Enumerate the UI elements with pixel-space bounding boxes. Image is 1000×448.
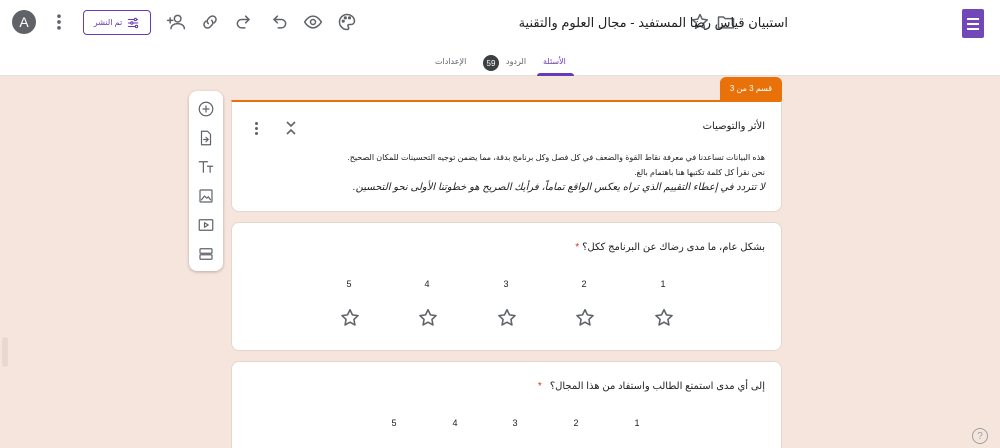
scale-label: 2 <box>573 418 579 428</box>
scale-label: 1 <box>634 418 640 428</box>
question-text: بشكل عام، ما مدى رضاك عن البرنامج ككل؟ <box>582 242 765 253</box>
section-header-card[interactable] <box>231 100 782 212</box>
required-asterisk: * <box>537 381 542 392</box>
published-button[interactable] <box>83 10 151 35</box>
more-vert-icon[interactable] <box>250 120 262 136</box>
form-title[interactable]: استبيان قياس رضا المستفيد - مجال العلوم والتقنية <box>518 15 788 30</box>
section-description[interactable] <box>325 150 765 195</box>
star-rating-icon[interactable] <box>496 307 518 329</box>
add-collaborator-icon[interactable] <box>164 10 188 34</box>
scale-label: 3 <box>512 418 518 428</box>
question-title[interactable] <box>575 242 765 253</box>
section-title[interactable]: الأثر والتوصيات <box>702 121 765 132</box>
star-rating-icon[interactable] <box>653 307 675 329</box>
active-tab-indicator <box>537 73 574 76</box>
scale-label: 5 <box>346 279 352 289</box>
undo-icon[interactable] <box>267 10 291 34</box>
import-questions-icon[interactable] <box>196 128 216 148</box>
add-question-icon[interactable] <box>196 99 216 119</box>
app-header <box>0 0 1000 76</box>
question-card[interactable] <box>231 361 782 448</box>
description-line: نحن نقرأ كل كلمة تكتبها هنا باهتمام بالغ. <box>634 168 765 177</box>
responses-count-badge: 59 <box>483 55 499 71</box>
add-video-icon[interactable] <box>196 215 216 235</box>
star-rating-icon[interactable] <box>417 307 439 329</box>
redo-icon[interactable] <box>232 10 256 34</box>
question-text: إلى أي مدى استمتع الطالب واستفاد من هذا المجال؟ <box>549 381 765 392</box>
more-vert-icon[interactable] <box>47 10 71 34</box>
add-section-icon[interactable] <box>196 244 216 264</box>
google-forms-logo-icon[interactable] <box>962 9 984 38</box>
help-icon[interactable]: ? <box>972 428 988 444</box>
tab-questions[interactable]: الأسئلة <box>543 57 566 66</box>
question-toolbar <box>189 91 223 271</box>
scale-label: 4 <box>424 279 430 289</box>
add-title-text-icon[interactable] <box>196 157 216 177</box>
side-panel-handle[interactable] <box>2 337 8 367</box>
question-card[interactable] <box>231 222 782 351</box>
link-icon[interactable] <box>198 10 222 34</box>
section-tag: قسم 3 من 3 <box>720 77 782 100</box>
tune-icon <box>126 16 140 30</box>
scale-label: 2 <box>581 279 587 289</box>
scale-label: 3 <box>503 279 509 289</box>
description-line: هذه البيانات تساعدنا في معرفة نقاط القوة والضعف في كل فصل وكل برنامج بدقة، مما يضمن توجيه التحسينات للمكان الصحيح. <box>347 153 765 162</box>
scale-label: 5 <box>391 418 397 428</box>
description-line-italic: لا تتردد في إعطاء التقييم الذي تراه يعكس الواقع تماماً، فرأيك الصريح هو خطوتنا الأولى نحو التحسين. <box>352 182 765 193</box>
question-title[interactable] <box>538 381 765 392</box>
star-rating-icon[interactable] <box>574 307 596 329</box>
collapse-section-icon[interactable] <box>284 120 298 136</box>
palette-icon[interactable] <box>335 10 359 34</box>
form-tabs <box>0 52 1000 76</box>
published-label: تم النشر <box>93 18 123 27</box>
tab-responses[interactable]: الردود <box>506 57 527 66</box>
star-rating-icon[interactable] <box>339 307 361 329</box>
scale-label: 4 <box>452 418 458 428</box>
tab-settings[interactable]: الإعدادات <box>435 57 467 66</box>
add-image-icon[interactable] <box>196 186 216 206</box>
preview-eye-icon[interactable] <box>301 10 325 34</box>
scale-label: 1 <box>660 279 666 289</box>
required-asterisk: * <box>575 242 580 253</box>
account-avatar[interactable]: A <box>12 10 36 34</box>
